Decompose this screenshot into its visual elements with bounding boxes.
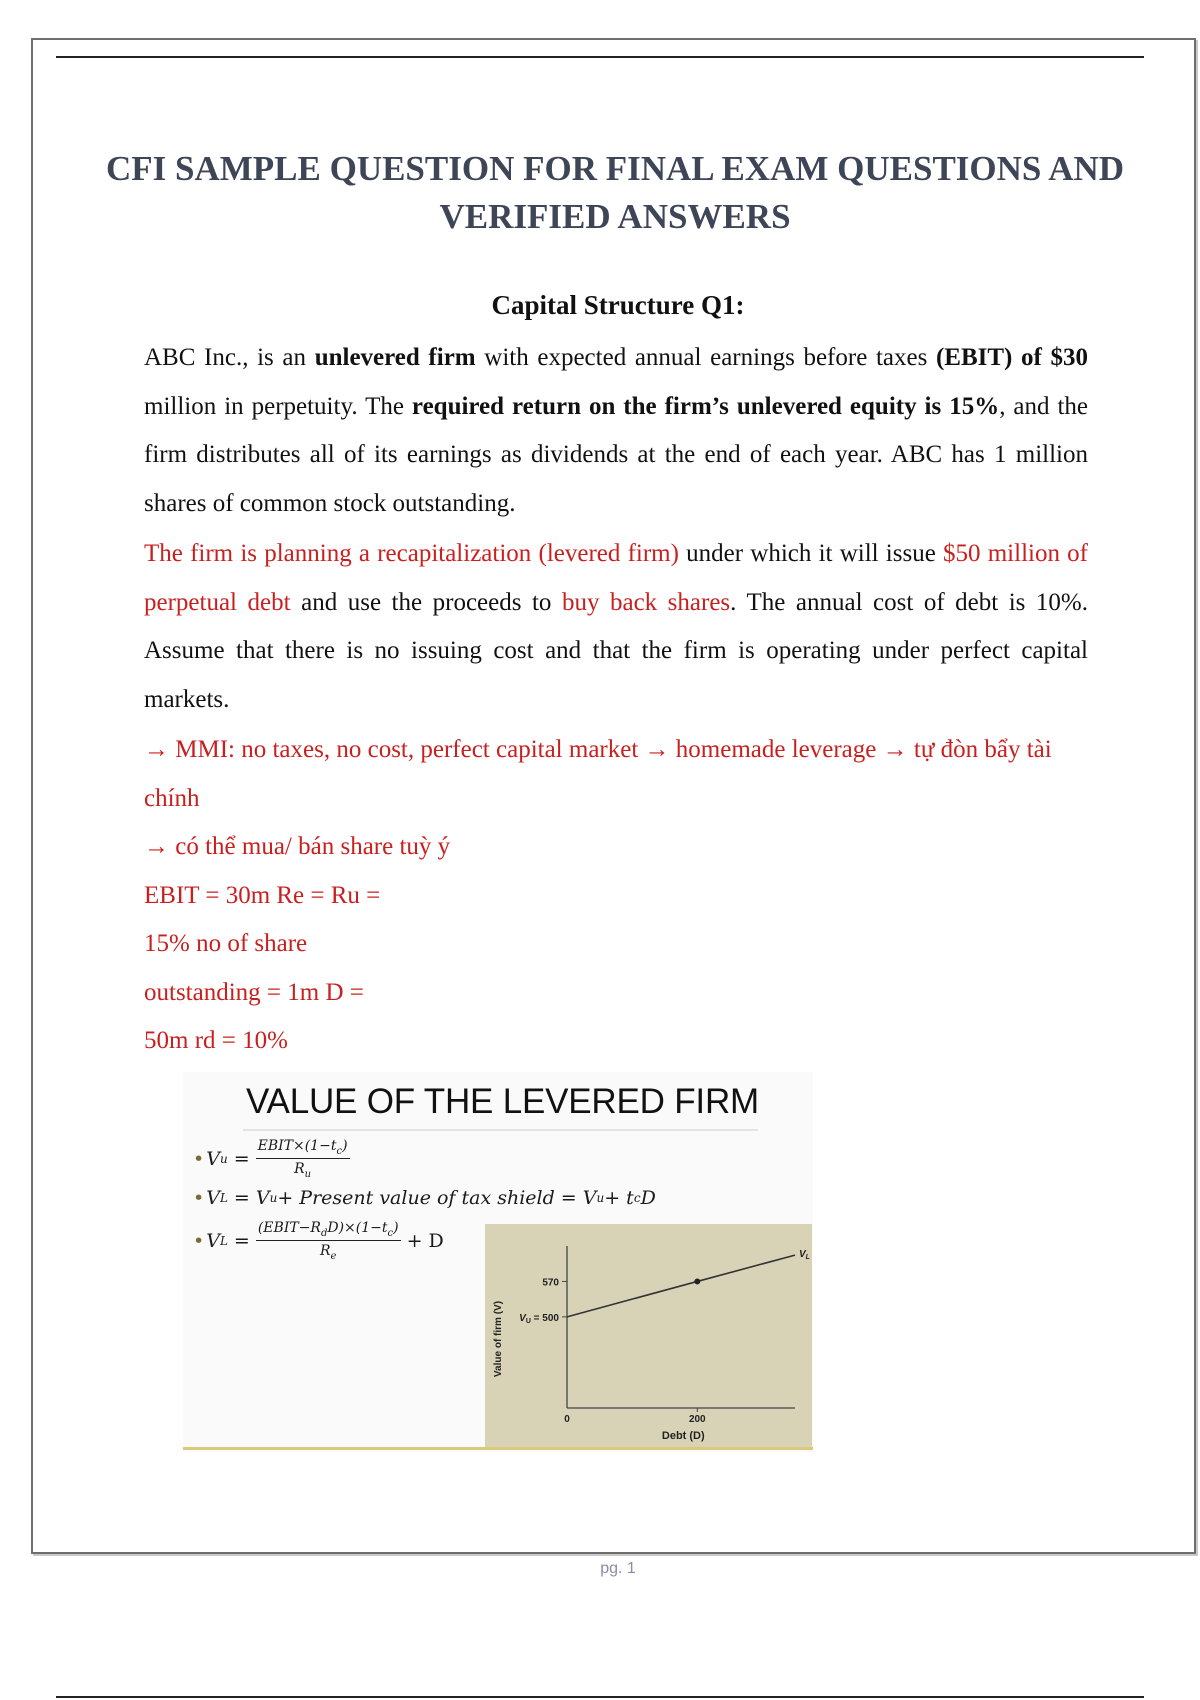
bullet: • (193, 1229, 205, 1252)
formula-unlevered-value (193, 1138, 356, 1180)
question-paragraph-1 (144, 334, 1088, 528)
page-number: pg. 1 (600, 1560, 636, 1577)
text-run: ABC Inc., is an (144, 344, 315, 371)
formula-symbol: V (206, 1229, 220, 1252)
text-run: under which it will issue (678, 540, 944, 567)
formula-subscript: u (269, 1191, 278, 1205)
question-paragraph-2 (144, 530, 1088, 724)
text-run: , and the firm distributes all of its earnings as dividends at the end of each year. ABC has 1 million shares of common stock outstanding. (144, 392, 1089, 517)
formula-subscript: L (219, 1233, 228, 1248)
x-tick-label-200: 200 (688, 1414, 706, 1425)
highlight-run: buy back shares (561, 588, 731, 616)
formula-subscript: d (320, 1227, 328, 1239)
footer-rule (56, 1696, 1144, 1698)
formula-text: EBIT×(1−t (257, 1138, 337, 1154)
numerator (256, 1220, 401, 1241)
text-run: . The annual cost of debt is 10%. Assume that there is no issuing cost and that the firm is operating under perfect capital markets. (144, 588, 1088, 713)
formula-levered-value-tax-shield (193, 1187, 656, 1209)
formula-subscript: c (387, 1227, 394, 1239)
formula-subscript: L (219, 1191, 228, 1205)
text-run: with expected annual earnings before taxes (475, 344, 936, 371)
formula-text: + D (406, 1229, 444, 1252)
slide-title-divider (243, 1129, 758, 1131)
formula-text: + t (604, 1187, 634, 1209)
formula-subscript: u (304, 1168, 312, 1180)
document-title (40, 145, 1190, 241)
formula-subscript: u (219, 1151, 228, 1166)
x-tick-label-0: 0 (564, 1414, 570, 1425)
note-line-3: outstanding = 1m D = (144, 978, 364, 1006)
formula-text: = V (233, 1187, 270, 1209)
note-buy-sell: → có thể mua/ bán share tuỳ ý (144, 833, 451, 860)
formula-text: D)×(1−t (327, 1220, 388, 1236)
formula-text: + Present value of tax shield = V (277, 1187, 597, 1209)
formula-subscript: u (596, 1191, 605, 1205)
highlight-run: The firm is planning a recapitalization (levered firm) (144, 540, 679, 567)
denominator (294, 1159, 311, 1180)
equals-sign: = (233, 1147, 250, 1170)
formula-symbol: V (206, 1187, 220, 1209)
header-rule (56, 56, 1144, 58)
bullet: • (193, 1187, 205, 1209)
denominator (320, 1241, 336, 1262)
x-axis-label: Debt (D) (661, 1430, 705, 1442)
formula-text: (EBIT−R (257, 1220, 321, 1236)
y-tick-label-vu: $V_U = 500$ (519, 1312, 559, 1325)
series-label-vl: $V_L$ (799, 1249, 810, 1261)
formula-text: R (319, 1242, 331, 1259)
formula-text: ) (342, 1138, 348, 1154)
y-tick-label-570: 570 (542, 1277, 559, 1289)
bold-run: required return on the firm’s unlevered equity is 15% (411, 392, 1000, 420)
firm-value-chart (485, 1224, 812, 1447)
marked-point (694, 1278, 700, 1284)
section-heading: Capital Structure Q1: (491, 290, 745, 320)
note-line-4: 50m rd = 10% (144, 1027, 288, 1054)
slide-title: VALUE OF THE LEVERED FIRM (246, 1082, 759, 1121)
bullet: • (193, 1147, 205, 1170)
formula-subscript: c (633, 1191, 641, 1205)
text-run: and use the proceeds to (290, 588, 562, 616)
note-line-2: 15% no of share (144, 930, 308, 957)
note-line-1: EBIT = 30m Re = Ru = (144, 881, 381, 909)
formula-subscript: e (330, 1250, 337, 1262)
formula-symbol: V (206, 1147, 220, 1170)
text-run: million in perpetuity. The (144, 392, 412, 420)
fraction (256, 1220, 401, 1262)
y-axis-label: Value of firm (V) (493, 1300, 504, 1378)
formula-levered-value-wacc (193, 1220, 444, 1262)
title-line-1: CFI SAMPLE QUESTION FOR FINAL EXAM QUESTIONS AND (105, 149, 1125, 188)
fraction (256, 1138, 350, 1180)
highlight-run: $50 million of perpetual debt (144, 540, 1089, 616)
formula-text: D (640, 1187, 656, 1209)
chart-canvas (485, 1224, 812, 1447)
formula-subscript: c (336, 1145, 343, 1157)
numerator (256, 1138, 350, 1159)
slide-bottom-rule (183, 1447, 813, 1450)
formula-text: R (294, 1160, 305, 1177)
question-body (144, 334, 1088, 1066)
bold-run: unlevered firm (314, 344, 476, 371)
bold-run: (EBIT) of $30 (935, 344, 1088, 371)
formula-text: ) (393, 1220, 399, 1236)
note-mmi: → MMI: no taxes, no cost, perfect capital market → homemade leverage → tự đòn bẩy tài chính (144, 736, 1052, 812)
levered-firm-slide (183, 1072, 813, 1452)
equals-sign: = (233, 1229, 250, 1252)
title-line-2: VERIFIED ANSWERS (439, 197, 791, 236)
series-line-vl (567, 1255, 795, 1317)
